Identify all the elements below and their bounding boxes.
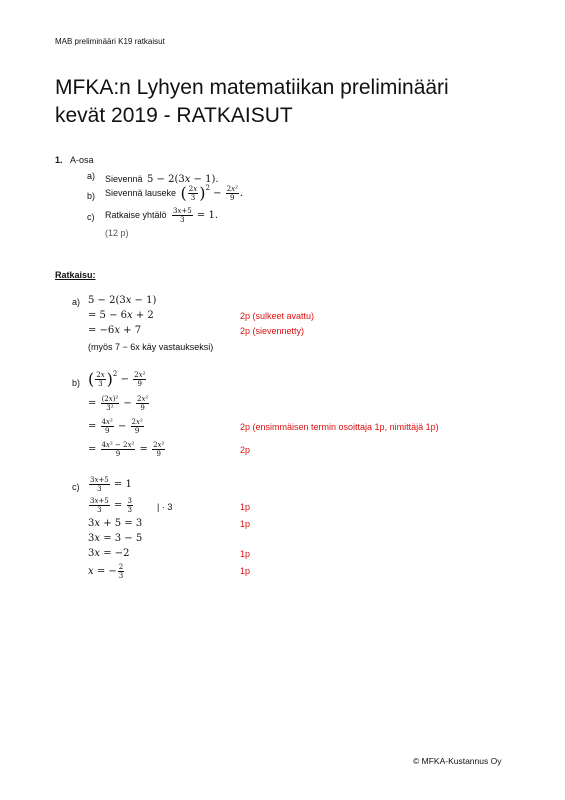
solution-b-step3: = $\frac{\text{4x²}}{9}$ − $\frac{\text{2x²}}{9}$ [88, 418, 143, 435]
solution-c-points-2: 1p [240, 519, 251, 529]
item-b-statement [105, 183, 243, 202]
solution-a-points-2: 2p (sievennetty) [240, 326, 305, 336]
solution-c-step3: 3x + 5 = 3 [88, 518, 143, 529]
item-c-statement [105, 205, 218, 224]
item-a-expression: 5 − 2(3x − 1). [146, 174, 219, 185]
solution-b-step2: = $\frac{\text{(2x)²}}{\text{3²}}$ − $\frac{\text{2x²}}{9}$ [88, 395, 149, 412]
item-b-text: Sievennä lauseke [105, 188, 177, 198]
item-b-expression: ( $\frac{2x}{3}$ )$^2$ − $\frac{\text{2x²}}{9}$ . [180, 183, 244, 203]
item-c-expression: $\frac{3x+5}{3}$ = 1. [173, 207, 219, 224]
solution-b-step4: = $\frac{\text{4x² − 2x²}}{9}$ = $\frac{\text{2x²}}{9}$ [88, 441, 165, 458]
points-total: (12 p) [105, 228, 129, 238]
page-title-line1: MFKA:n Lyhyen matematiikan preliminääri [55, 76, 449, 99]
page-title-line2: kevät 2019 - RATKAISUT [55, 104, 293, 127]
solution-a-step2: = 5 − 6x + 2 [88, 310, 154, 321]
solution-b-points-1: 2p (ensimmäisen termin osoittaja 1p, nimittäjä 1p) [240, 422, 439, 432]
solution-c-label: c) [72, 482, 80, 492]
solution-a-label: a) [72, 297, 81, 307]
solution-a-step1: 5 − 2(3x − 1) [88, 295, 157, 306]
footer-copyright: © MFKA-Kustannus Oy [413, 756, 502, 766]
problem-part: A-osa [70, 155, 94, 165]
item-b-label: b) [87, 191, 96, 201]
solution-heading: Ratkaisu: [55, 270, 96, 280]
item-c-label: c) [87, 212, 95, 222]
solution-c-points-3: 1p [240, 549, 251, 559]
solution-c-step2: $\frac{3x+5}{3}$ = $\frac{3}{3}$ [90, 497, 132, 514]
solution-c-step1: $\frac{3x+5}{3}$ = 1 [90, 476, 132, 493]
solution-a-step3: = −6x + 7 [88, 325, 142, 336]
solution-a-points-1: 2p (sulkeet avattu) [240, 311, 315, 321]
solution-c-points-4: 1p [240, 566, 251, 576]
solution-a-note: (myös 7 − 6x käy vastaukseksi) [88, 342, 214, 352]
problem-number: 1. [55, 155, 63, 165]
solution-b-label: b) [72, 378, 81, 388]
solution-b-step1: ( $\frac{2x}{3}$ )$^2$ − $\frac{\text{2x²}}{9}$ [88, 369, 146, 389]
item-a-text: Sievennä [105, 174, 143, 184]
item-c-text: Ratkaise yhtälö [105, 210, 167, 220]
running-header: MAB preliminääri K19 ratkaisut [55, 37, 165, 46]
solution-b-points-2: 2p [240, 445, 251, 455]
solution-c-points-1: 1p [240, 502, 251, 512]
solution-c-multiply: | · 3 [157, 502, 173, 512]
item-a-label: a) [87, 171, 96, 181]
solution-c-step4: 3x = 3 − 5 [88, 533, 143, 544]
solution-c-step6: x = − $\frac{2}{3}$ [88, 563, 124, 580]
solution-c-step5: 3x = −2 [88, 548, 130, 559]
